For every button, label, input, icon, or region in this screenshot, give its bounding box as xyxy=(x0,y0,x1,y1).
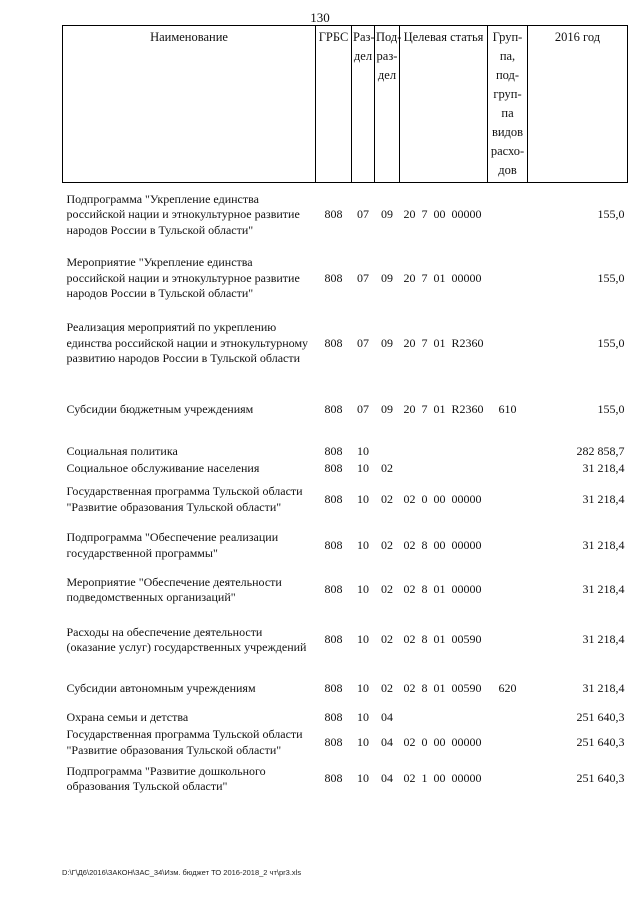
row-sum: 31 218,4 xyxy=(582,460,625,475)
row-vid xyxy=(488,311,528,377)
row-sum: 155,0 xyxy=(597,335,625,350)
row-name: Субсидии автономным учреждениям xyxy=(66,680,256,695)
row-grbs: 808 xyxy=(324,632,343,647)
row-razdel: 10 xyxy=(357,444,369,459)
row-podrazdel: 04 xyxy=(381,734,393,749)
header-razdel: Раз- дел xyxy=(352,26,375,183)
row-razdel: 10 xyxy=(357,680,369,695)
row-grbs: 808 xyxy=(324,335,343,350)
row-grbs: 808 xyxy=(324,460,343,475)
row-name: Государственная программа Тульской области "Развитие образования Тульской области" xyxy=(66,484,303,514)
row-grbs: 808 xyxy=(324,444,343,459)
row-celevaya: 02 8 01 00000 xyxy=(403,582,482,597)
row-razdel: 10 xyxy=(357,771,369,786)
row-name: Субсидии бюджетным учреждениям xyxy=(66,402,254,417)
row-sum: 31 218,4 xyxy=(582,537,625,552)
row-celevaya: 02 8 01 00590 xyxy=(403,680,482,695)
row-name: Мероприятие "Укрепление единства российской нации и этнокультурное развитие народов России в Тульской области" xyxy=(66,255,300,301)
row-grbs: 808 xyxy=(324,771,343,786)
row-grbs: 808 xyxy=(324,582,343,597)
row-sum: 31 218,4 xyxy=(582,680,625,695)
row-vid: 620 xyxy=(498,680,517,695)
row-vid: 610 xyxy=(498,402,517,417)
row-podrazdel: 02 xyxy=(381,537,393,552)
row-vid xyxy=(488,247,528,311)
table-row xyxy=(63,668,628,709)
file-path-footer: D:\Г\Д6\2016\ЗАКОН\ЗАС_34\Изм. бюджет ТО 2016-2018_2 чт\pr3.xls xyxy=(62,868,302,877)
row-name: Мероприятие "Обеспечение деятельности подведомственных организаций" xyxy=(66,574,282,604)
row-razdel: 10 xyxy=(357,734,369,749)
table-row xyxy=(63,612,628,668)
row-razdel: 10 xyxy=(357,537,369,552)
row-sum: 31 218,4 xyxy=(582,491,625,506)
row-name: Реализация мероприятий по укреплению единства российской нации и этнокультурному развитию народов России в Тульской области xyxy=(66,320,309,366)
table-row xyxy=(63,183,628,247)
row-grbs: 808 xyxy=(324,270,343,285)
header-year: 2016 год xyxy=(528,26,628,183)
row-podrazdel: 09 xyxy=(381,207,393,221)
row-vid xyxy=(488,461,528,477)
row-razdel: 07 xyxy=(357,207,369,221)
row-sum: 155,0 xyxy=(597,207,625,221)
row-podrazdel: 02 xyxy=(381,582,393,597)
row-sum: 155,0 xyxy=(597,270,625,285)
row-celevaya xyxy=(400,461,488,477)
row-podrazdel: 04 xyxy=(381,709,393,724)
row-sum: 31 218,4 xyxy=(582,582,625,597)
row-vid xyxy=(488,476,528,523)
row-grbs: 808 xyxy=(324,491,343,506)
row-vid xyxy=(488,612,528,668)
table-row xyxy=(63,476,628,523)
row-grbs: 808 xyxy=(324,734,343,749)
table-row xyxy=(63,568,628,612)
row-sum: 251 640,3 xyxy=(576,709,625,724)
row-vid xyxy=(488,444,528,461)
row-razdel: 10 xyxy=(357,582,369,597)
row-podrazdel xyxy=(375,444,400,461)
row-celevaya: 20 7 00 00000 xyxy=(403,207,482,221)
row-name: Государственная программа Тульской области "Развитие образования Тульской области" xyxy=(66,727,303,757)
row-vid xyxy=(488,523,528,568)
row-grbs: 808 xyxy=(324,402,343,417)
header-grbs: ГРБС xyxy=(316,26,352,183)
row-grbs: 808 xyxy=(324,709,343,724)
row-podrazdel: 09 xyxy=(381,335,393,350)
row-podrazdel: 09 xyxy=(381,402,393,417)
row-celevaya: 02 8 00 00000 xyxy=(403,537,482,552)
table-header-row xyxy=(63,26,628,183)
table-body xyxy=(63,183,628,800)
page-number: 130 xyxy=(310,10,330,25)
row-podrazdel: 02 xyxy=(381,632,393,647)
row-razdel: 10 xyxy=(357,632,369,647)
table-row xyxy=(63,709,628,726)
row-name: Подпрограмма "Укрепление единства российской нации и этнокультурное развитие народов России в Тульской области" xyxy=(66,191,300,237)
row-celevaya xyxy=(400,709,488,726)
row-podrazdel: 02 xyxy=(381,680,393,695)
row-name: Социальное обслуживание населения xyxy=(66,460,260,475)
row-name: Подпрограмма "Обеспечение реализации государственной программы" xyxy=(66,530,279,560)
row-vid xyxy=(488,568,528,612)
table-row xyxy=(63,311,628,377)
table-row xyxy=(63,726,628,759)
row-celevaya: 20 7 01 00000 xyxy=(403,270,482,285)
row-podrazdel: 09 xyxy=(381,270,393,285)
row-celevaya: 20 7 01 R2360 xyxy=(403,402,484,417)
row-sum: 282 858,7 xyxy=(576,444,625,459)
row-celevaya: 02 0 00 00000 xyxy=(403,491,482,506)
row-vid xyxy=(488,183,528,247)
row-celevaya xyxy=(400,444,488,461)
row-sum: 31 218,4 xyxy=(582,632,625,647)
table-row xyxy=(63,759,628,799)
header-vid: Груп- па, под- груп- па видов расхо- дов xyxy=(488,26,528,183)
row-vid xyxy=(488,759,528,799)
row-name: Социальная политика xyxy=(66,444,178,459)
table-row xyxy=(63,377,628,444)
row-razdel: 07 xyxy=(357,402,369,417)
row-sum: 155,0 xyxy=(597,402,625,417)
budget-table xyxy=(62,25,628,799)
row-razdel: 07 xyxy=(357,335,369,350)
row-name: Охрана семьи и детства xyxy=(66,709,189,724)
row-name: Расходы на обеспечение деятельности (оказание услуг) государственных учреждений xyxy=(66,624,307,654)
row-podrazdel: 02 xyxy=(381,491,393,506)
row-razdel: 10 xyxy=(357,460,369,475)
header-celevaya: Целевая статья xyxy=(400,26,488,183)
row-razdel: 07 xyxy=(357,270,369,285)
row-podrazdel: 04 xyxy=(381,771,393,786)
row-celevaya: 02 1 00 00000 xyxy=(403,771,482,786)
row-grbs: 808 xyxy=(324,537,343,552)
row-grbs: 808 xyxy=(324,680,343,695)
row-celevaya: 02 0 00 00000 xyxy=(403,734,482,749)
row-grbs: 808 xyxy=(324,207,343,221)
table-row xyxy=(63,247,628,311)
row-sum: 251 640,3 xyxy=(576,734,625,749)
table-row xyxy=(63,444,628,461)
row-name: Подпрограмма "Развитие дошкольного образования Тульской области" xyxy=(66,763,266,793)
row-razdel: 10 xyxy=(357,709,369,724)
row-razdel: 10 xyxy=(357,491,369,506)
header-podrazdel: Под- раз- дел xyxy=(375,26,400,183)
row-vid xyxy=(488,709,528,726)
header-name: Наименование xyxy=(63,26,316,183)
row-sum: 251 640,3 xyxy=(576,771,625,786)
row-celevaya: 20 7 01 R2360 xyxy=(403,335,484,350)
row-vid xyxy=(488,726,528,759)
table-row xyxy=(63,523,628,568)
table-row xyxy=(63,461,628,477)
row-podrazdel: 02 xyxy=(381,460,393,475)
row-celevaya: 02 8 01 00590 xyxy=(403,632,482,647)
